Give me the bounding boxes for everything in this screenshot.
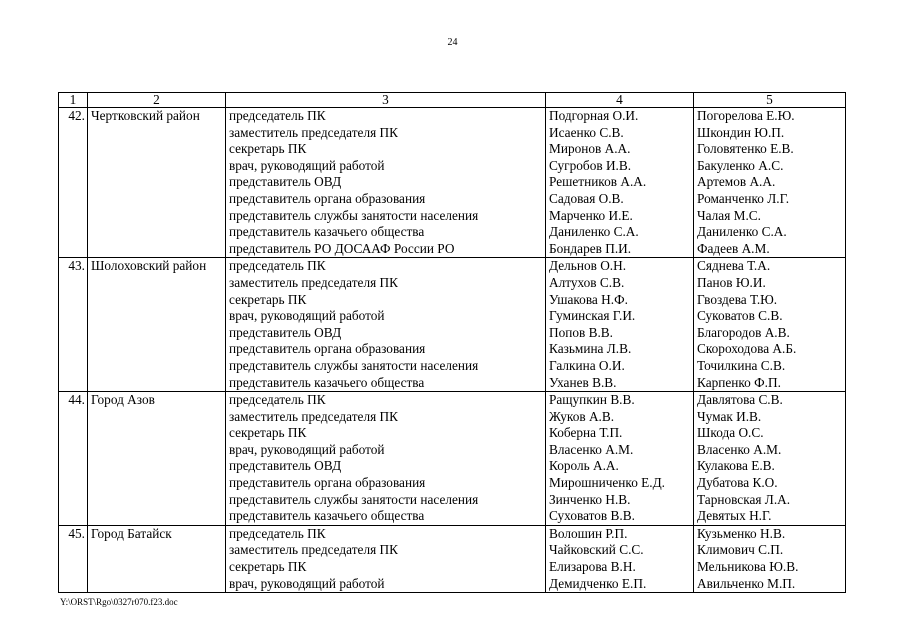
reserve-name: Романченко Л.Г. [697,190,790,206]
member-name: Даниленко С.А. [549,224,639,240]
member-name: Чайковский С.С. [549,542,644,558]
member-name: Исаенко С.В. [549,124,624,140]
reserves-cell [694,392,846,526]
reserve-name: Чумак И.В. [697,408,762,424]
reserve-name: Девятых Н.Г. [697,508,772,524]
member-name: Дельнов О.Н. [549,258,627,274]
members-cell [546,525,694,592]
member-name: Король А.А. [549,458,619,474]
reserve-name: Гвоздева Т.Ю. [697,291,778,307]
reserve-name: Точилкина С.В. [697,357,786,373]
position-line: представитель ОВД [229,174,342,190]
member-name: Бондарев П.И. [549,240,632,256]
column-header: 4 [546,93,694,108]
position-line: председатель ПК [229,108,326,123]
reserve-name: Климович С.П. [697,542,784,558]
reserve-name: Головятенко Е.В. [697,141,794,157]
members-cell [546,392,694,526]
district-name: Шолоховский район [88,258,226,392]
position-line: представитель органа образования [229,341,426,357]
row-number: 43. [59,258,88,392]
reserve-name: Тарновская Л.А. [697,491,791,507]
position-line: заместитель председателя ПК [229,408,398,424]
positions-cell [226,108,546,258]
reserve-name: Артемов А.А. [697,174,776,190]
member-name: Мирошниченко Е.Д. [549,475,666,491]
reserve-name: Фадеев А.М. [697,240,770,256]
member-name: Подгорная О.И. [549,108,639,123]
member-name: Ушакова Н.Ф. [549,291,628,307]
members-cell [546,108,694,258]
table-header-row [59,93,846,108]
position-line: представитель РО ДОСААФ России РО [229,240,455,256]
table-row [59,392,846,526]
member-name: Сугробов И.В. [549,157,632,173]
member-name: Волошин Р.П. [549,525,628,541]
reserve-name: Власенко А.М. [697,441,782,457]
reserve-name: Шкода О.С. [697,425,764,441]
reserve-name: Кулакова Е.В. [697,458,775,474]
position-line: врач, руководящий работой [229,575,385,591]
member-name: Алтухов С.В. [549,274,625,290]
position-line: представитель органа образования [229,475,426,491]
file-path-footer: Y:\ORST\Rgo\0327r070.f23.doc [60,597,178,607]
member-name: Миронов А.А. [549,141,631,157]
position-line: заместитель председателя ПК [229,542,398,558]
positions-cell [226,392,546,526]
position-line: секретарь ПК [229,141,307,157]
member-name: Власенко А.М. [549,441,634,457]
position-line: представитель службы занятости населения [229,207,479,223]
reserve-name: Чалая М.С. [697,207,761,223]
column-header: 1 [59,93,88,108]
reserve-name: Карпенко Ф.П. [697,374,781,390]
position-line: представитель службы занятости населения [229,491,479,507]
position-line: заместитель председателя ПК [229,124,398,140]
reserve-name: Погорелова Е.Ю. [697,108,795,123]
position-line: председатель ПК [229,525,326,541]
member-name: Суховатов В.В. [549,508,635,524]
reserve-name: Авильченко М.П. [697,575,796,591]
position-line: секретарь ПК [229,291,307,307]
member-name: Попов В.В. [549,324,614,340]
district-name: Город Батайск [88,525,226,592]
members-cell [546,258,694,392]
reserves-cell [694,525,846,592]
position-line: представитель казачьего общества [229,374,425,390]
table-row [59,108,846,258]
position-line: председатель ПК [229,258,326,274]
member-name: Казьмина Л.В. [549,341,632,357]
member-name: Марченко И.Е. [549,207,633,223]
member-name: Уханев В.В. [549,374,617,390]
row-number: 42. [59,108,88,258]
position-line: представитель органа образования [229,190,426,206]
reserve-name: Дубатова К.О. [697,475,778,491]
reserve-name: Суковатов С.В. [697,308,783,324]
page-number: 24 [447,37,458,48]
position-line: представитель ОВД [229,324,342,340]
reserve-name: Сяднева Т.А. [697,258,771,274]
column-header: 2 [88,93,226,108]
member-name: Елизарова В.Н. [549,559,636,575]
row-number: 45. [59,525,88,592]
member-name: Садовая О.В. [549,190,624,206]
position-line: врач, руководящий работой [229,441,385,457]
position-line: заместитель председателя ПК [229,274,398,290]
commission-table [58,92,846,593]
position-line: представитель службы занятости населения [229,357,479,373]
member-name: Решетников А.А. [549,174,647,190]
district-name: Город Азов [88,392,226,526]
member-name: Гуминская Г.И. [549,308,636,324]
reserve-name: Шкондин Ю.П. [697,124,785,140]
table-row [59,525,846,592]
member-name: Коберна Т.П. [549,425,623,441]
position-line: представитель ОВД [229,458,342,474]
member-name: Галкина О.И. [549,357,625,373]
column-header: 5 [694,93,846,108]
reserve-name: Даниленко С.А. [697,224,787,240]
reserve-name: Благородов А.В. [697,324,790,340]
positions-cell [226,525,546,592]
positions-cell [226,258,546,392]
reserve-name: Мельникова Ю.В. [697,559,799,575]
reserve-name: Давлятова С.В. [697,392,783,408]
column-header: 3 [226,93,546,108]
member-name: Ращупкин В.В. [549,392,635,408]
member-name: Зинченко Н.В. [549,491,631,507]
table-row [59,258,846,392]
reserve-name: Скороходова А.Б. [697,341,797,357]
reserve-name: Бакуленко А.С. [697,157,784,173]
reserves-cell [694,108,846,258]
district-name: Чертковский район [88,108,226,258]
position-line: председатель ПК [229,392,326,408]
row-number: 44. [59,392,88,526]
reserve-name: Панов Ю.И. [697,274,766,290]
position-line: врач, руководящий работой [229,157,385,173]
reserve-name: Кузьменко Н.В. [697,525,786,541]
member-name: Демидченко Е.П. [549,575,647,591]
member-name: Жуков А.В. [549,408,615,424]
reserves-cell [694,258,846,392]
position-line: секретарь ПК [229,425,307,441]
position-line: секретарь ПК [229,559,307,575]
position-line: врач, руководящий работой [229,308,385,324]
position-line: представитель казачьего общества [229,508,425,524]
position-line: представитель казачьего общества [229,224,425,240]
